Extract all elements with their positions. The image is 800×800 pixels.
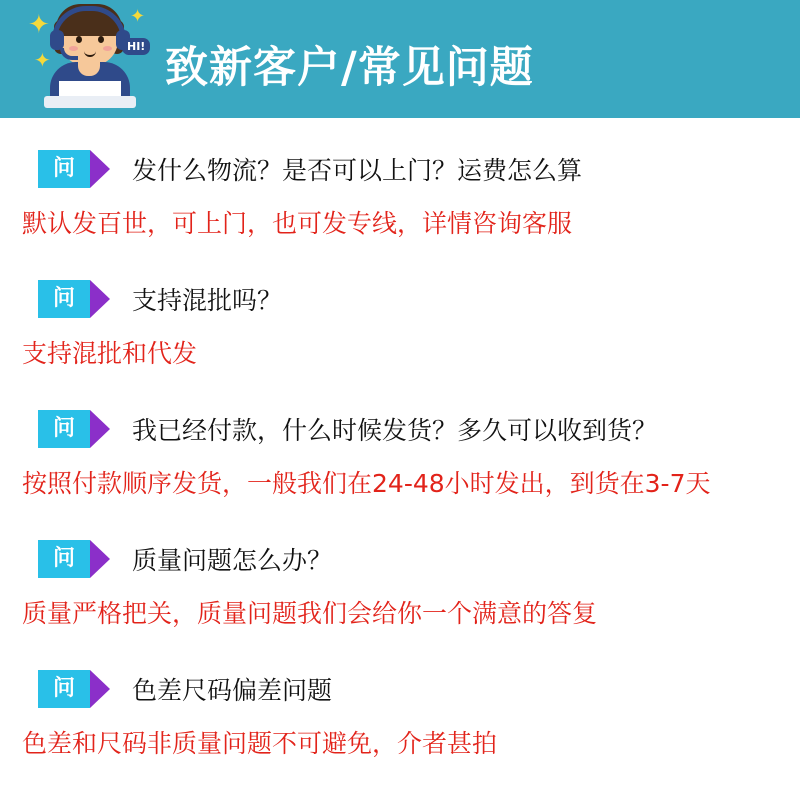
question-badge-label: 问 bbox=[52, 286, 75, 311]
page-title: 致新客户/常见问题 bbox=[165, 43, 534, 93]
headset-microphone-icon bbox=[60, 48, 78, 60]
faq-answer-text: 支持混批和代发 bbox=[22, 339, 198, 368]
arrow-right-icon bbox=[90, 280, 110, 318]
sparkle-icon: ✦ bbox=[130, 6, 146, 27]
headset-earcup-left bbox=[50, 30, 64, 50]
question-badge bbox=[38, 670, 90, 708]
arrow-right-icon bbox=[90, 150, 110, 188]
faq-item bbox=[0, 150, 800, 280]
faq-question-row bbox=[0, 540, 800, 578]
question-badge-label: 问 bbox=[52, 416, 75, 441]
faq-item bbox=[0, 280, 800, 410]
faq-question-text: 发什么物流？是否可以上门？运费怎么算 bbox=[132, 156, 583, 185]
faq-question-text: 我已经付款，什么时候发货？多久可以收到货？ bbox=[132, 416, 658, 445]
arrow-right-icon bbox=[90, 540, 110, 578]
question-badge bbox=[38, 540, 90, 578]
question-badge-label: 问 bbox=[52, 676, 75, 701]
question-badge-label: 问 bbox=[52, 546, 75, 571]
page-header bbox=[0, 0, 800, 118]
faq-item bbox=[0, 410, 800, 540]
hi-badge: HI! bbox=[122, 38, 150, 55]
faq-answer-text: 按照付款顺序发货，一般我们在24-48小时发出，到货在3-7天 bbox=[22, 469, 711, 498]
faq-answer-text: 默认发百世，可上门，也可发专线，详情咨询客服 bbox=[22, 209, 573, 238]
faq-question-row bbox=[0, 410, 800, 448]
faq-question-row bbox=[0, 280, 800, 318]
arrow-right-icon bbox=[90, 670, 110, 708]
question-badge bbox=[38, 410, 90, 448]
question-badge bbox=[38, 150, 90, 188]
faq-answer-text: 质量严格把关，质量问题我们会给你一个满意的答复 bbox=[22, 599, 598, 628]
faq-question-text: 支持混批吗？ bbox=[132, 286, 283, 315]
customer-service-avatar-icon bbox=[26, 2, 152, 118]
faq-item bbox=[0, 540, 800, 670]
faq-question-text: 色差尺码偏差问题 bbox=[132, 676, 333, 705]
question-badge bbox=[38, 280, 90, 318]
sparkle-icon: ✦ bbox=[28, 10, 50, 40]
faq-item bbox=[0, 670, 800, 800]
laptop-base bbox=[44, 96, 136, 108]
faq-question-text: 质量问题怎么办？ bbox=[132, 546, 333, 575]
sparkle-icon: ✦ bbox=[34, 48, 51, 72]
faq-question-row bbox=[0, 150, 800, 188]
arrow-right-icon bbox=[90, 410, 110, 448]
faq-question-row bbox=[0, 670, 800, 708]
faq-answer-text: 色差和尺码非质量问题不可避免，介者甚拍 bbox=[22, 729, 498, 758]
faq-list bbox=[0, 118, 800, 800]
avatar-cheek-right bbox=[103, 46, 112, 51]
question-badge-label: 问 bbox=[52, 156, 75, 181]
